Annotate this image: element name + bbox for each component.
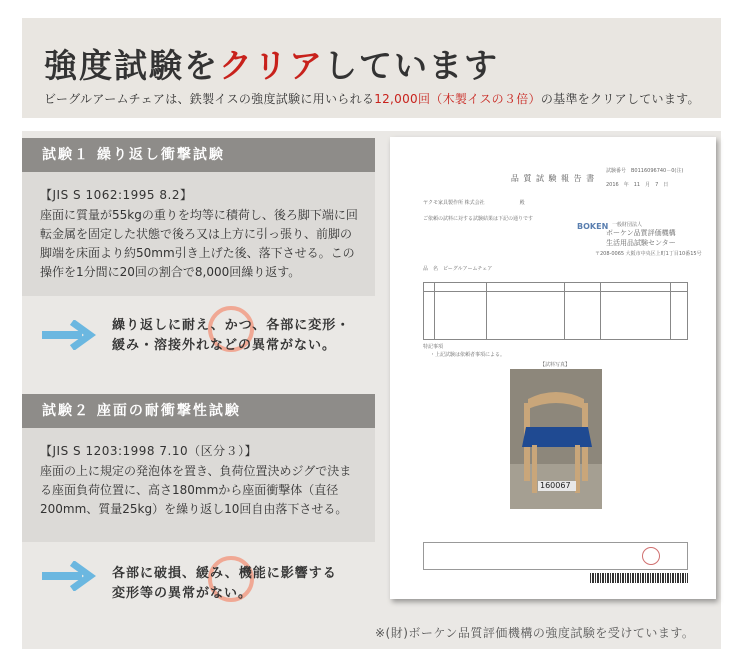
test1-code: 【JIS S 1062:1995 8.2】 bbox=[40, 188, 193, 202]
test1-title: 試験１ 繰り返し衝撃試験 bbox=[22, 138, 375, 172]
barcode bbox=[590, 573, 688, 583]
arrow-right-icon bbox=[42, 561, 98, 591]
note-label: 特記事項 bbox=[423, 344, 444, 350]
report-client: ヤクモ家具製作所 株式会社 殿 bbox=[423, 200, 525, 206]
test2-description bbox=[22, 428, 375, 542]
arrow-right-icon bbox=[42, 320, 98, 350]
product-name: 品 名 ビーグルアームチェア bbox=[423, 266, 493, 272]
report-number: 試験番号 B0116096740－0(注) bbox=[606, 168, 684, 174]
page-title: 強度試験をクリアしています bbox=[44, 46, 499, 85]
org-address: 〒208-0065 大阪市中央区上町1丁目10番15号 bbox=[595, 251, 702, 257]
header-banner bbox=[22, 18, 721, 118]
photo-tag: 160067 bbox=[540, 481, 571, 490]
page-subtitle: ビーグルアームチェアは、鉄製イスの強度試験に用いられる12,000回（木製イスの３倍）の基準をクリアしています。 bbox=[44, 92, 700, 106]
test2-body: 座面の上に規定の発泡体を置き、負荷位置決めジグで決まる座面負荷位置に、高さ180mmから座面衝撃体（直径200mm、質量25kg）を繰り返し10回自由落下させる。 bbox=[40, 464, 352, 516]
report-heading: 品 質 試 験 報 告 書 bbox=[510, 174, 596, 183]
test2-result: 各部に破損、緩み、機能に影響する 変形等の異常がない。 bbox=[112, 566, 337, 601]
test1-result: 繰り返しに耐え、かつ、各部に変形・ 緩み・溶接外れなどの異常がない。 bbox=[112, 318, 351, 353]
test2-title: 試験２ 座面の耐衝撃性試験 bbox=[22, 394, 375, 428]
note-text: ・上記試験は依頼者事項による。 bbox=[430, 352, 506, 358]
footnote: ※(財)ボーケン品質評価機構の強度試験を受けています。 bbox=[375, 626, 695, 640]
org-name: ボーケン品質評価機構 bbox=[606, 229, 676, 237]
results-table bbox=[423, 282, 688, 340]
test2-code: 【JIS S 1203:1998 7.10（区分３）】 bbox=[40, 444, 258, 458]
boken-logo: BOKEN bbox=[577, 222, 609, 231]
report-date: 2016 年 11 月 7 日 bbox=[606, 182, 669, 188]
test1-body: 座面に質量が55kgの重りを均等に積荷し、後ろ脚下端に回転金属を固定した状態で後ろ又は上方に引っ張り、前脚の脚端を床面より約50mm引き上げた後、落下させる。この操作を1分間に20回の割合で8,000回繰り返す。 bbox=[40, 208, 358, 279]
report-intro: ご依頼の試料に対する試験結果は下記の通りです bbox=[423, 216, 534, 222]
stamp-seal bbox=[642, 547, 660, 565]
org-label: 一般財団法人 bbox=[612, 222, 643, 228]
org-center: 生活用品試験センター bbox=[606, 239, 676, 247]
photo-label: 【試料写真】 bbox=[540, 362, 571, 368]
chair-photo bbox=[510, 369, 602, 509]
test1-description bbox=[22, 172, 375, 296]
test-report-document bbox=[390, 137, 716, 599]
